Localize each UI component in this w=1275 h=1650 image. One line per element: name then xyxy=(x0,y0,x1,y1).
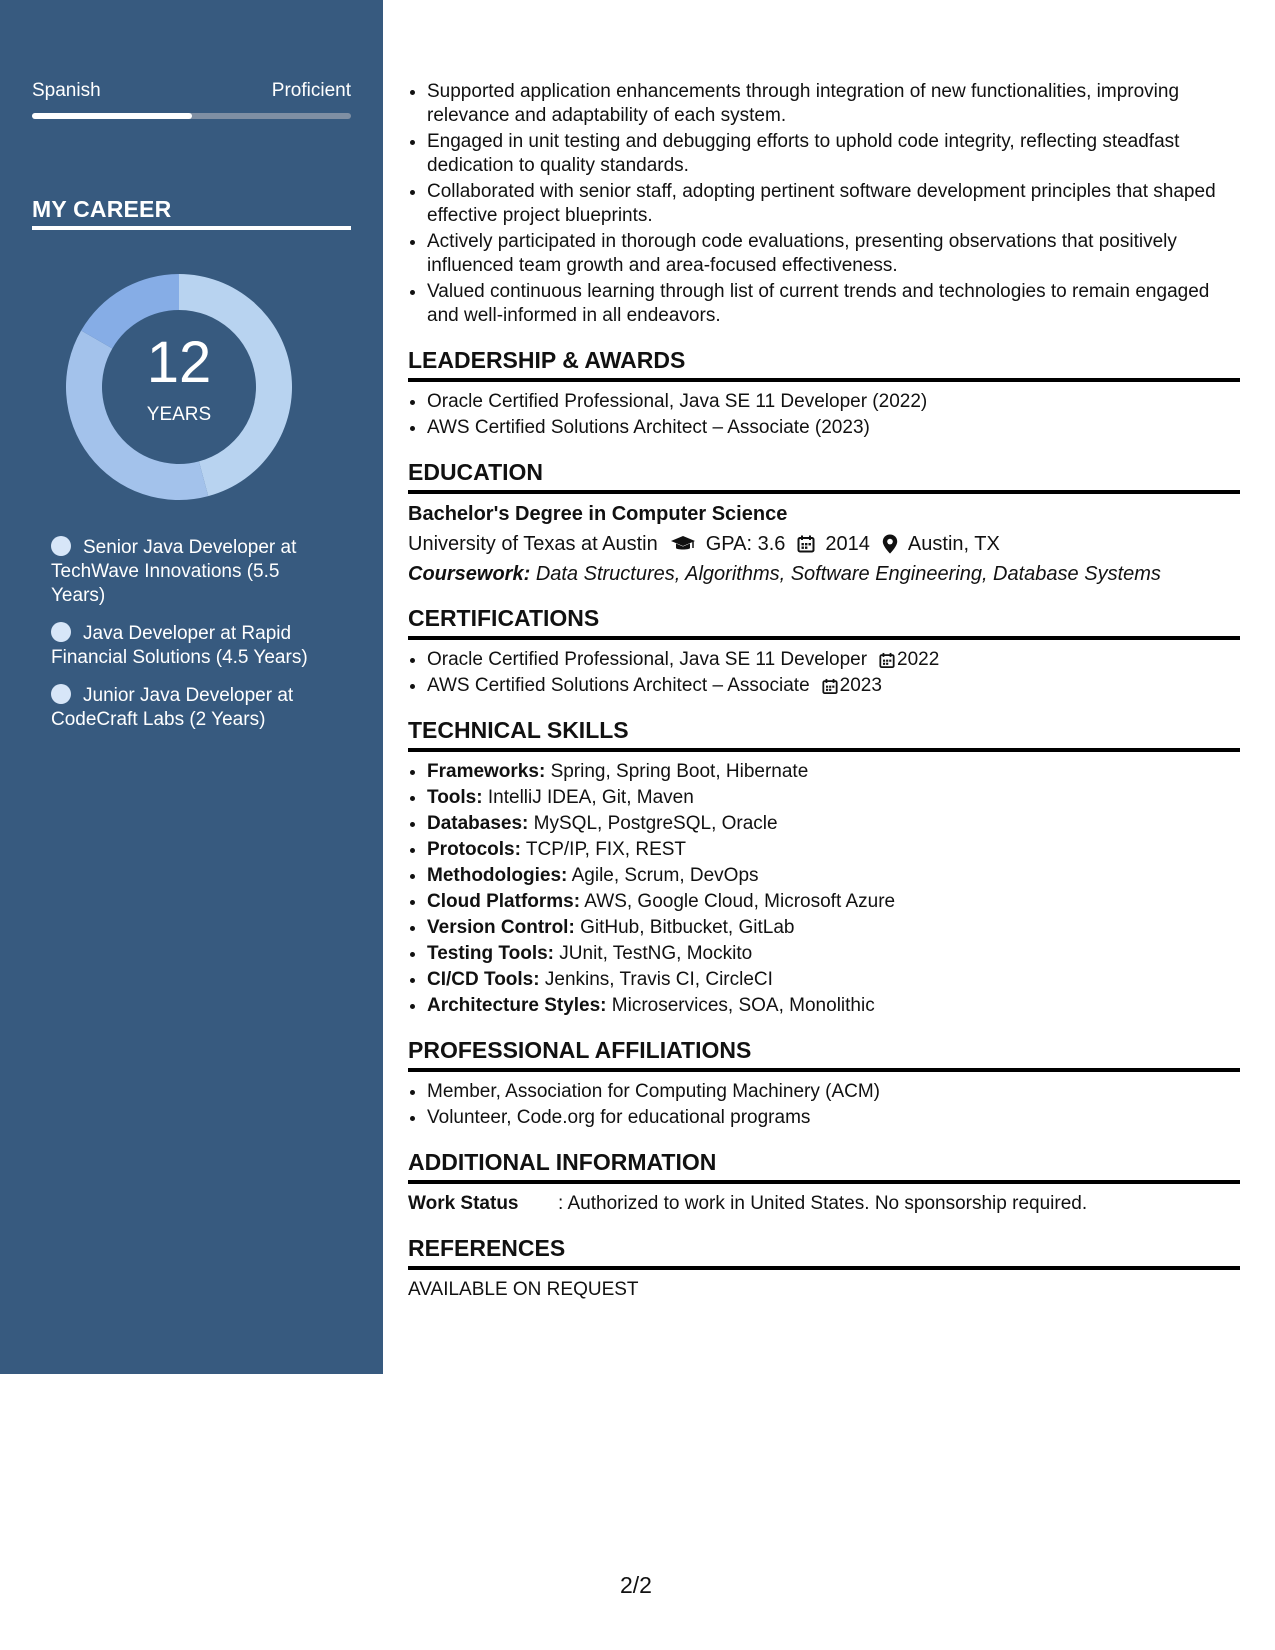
sidebar xyxy=(0,0,383,1374)
skill-item xyxy=(427,864,1240,888)
language-level-bar xyxy=(32,113,351,119)
calendar-icon xyxy=(879,652,895,669)
affiliations-title: PROFESSIONAL AFFILIATIONS xyxy=(408,1038,1240,1072)
certifications-list xyxy=(408,648,1240,698)
experience-bullet: • Engaged in unit testing and debugging efforts to uphold code integrity, reflecting steadfast dedication to quality standards. xyxy=(427,130,1240,178)
career-years-number: 12 xyxy=(146,330,212,395)
skill-label: Databases: xyxy=(427,813,529,834)
skill-value: Microservices, SOA, Monolithic xyxy=(611,995,875,1016)
skill-label: Architecture Styles: xyxy=(427,995,607,1016)
page-number: 2/2 xyxy=(620,1572,652,1598)
work-status-label: Work Status xyxy=(408,1193,519,1214)
bullet-dot-icon xyxy=(51,684,71,704)
career-item: Java Developer at Rapid Financial Solutions (4.5 Years) xyxy=(51,623,308,668)
skill-label: Methodologies: xyxy=(427,865,568,886)
career-years-label: YEARS xyxy=(146,404,212,425)
education-details xyxy=(408,532,1240,556)
skill-value: TCP/IP, FIX, REST xyxy=(525,839,687,860)
skill-item xyxy=(427,812,1240,836)
skills-title: TECHNICAL SKILLS xyxy=(408,718,1240,752)
experience-bullet: • Collaborated with senior staff, adopting pertinent software development principles that shaped effective project blueprints. xyxy=(427,180,1240,228)
experience-bullet: • Supported application enhancements through integration of new functionalities, improving relevance and adaptability of each system. xyxy=(427,80,1240,128)
skill-label: Frameworks: xyxy=(427,761,546,782)
skill-item xyxy=(427,838,1240,862)
education-title: EDUCATION xyxy=(408,460,1240,494)
skill-item xyxy=(427,942,1240,966)
experience-bullet: • Actively participated in thorough code evaluations, presenting observations that positively influenced team growth and area-focused effectiveness. xyxy=(427,230,1240,278)
education-year: 2014 xyxy=(825,533,870,555)
affiliation-item: • Member, Association for Computing Machinery (ACM) xyxy=(427,1080,1240,1104)
experience-bullets xyxy=(408,80,1240,328)
leadership-title: LEADERSHIP & AWARDS xyxy=(408,348,1240,382)
skill-value: Jenkins, Travis CI, CircleCI xyxy=(544,969,773,990)
leadership-list xyxy=(408,390,1240,440)
certification-item xyxy=(427,648,1240,672)
language-level-fill xyxy=(32,113,192,119)
calendar-icon xyxy=(822,678,838,695)
skill-label: CI/CD Tools: xyxy=(427,969,540,990)
education-coursework xyxy=(408,562,1240,586)
skill-item xyxy=(427,968,1240,992)
skill-label: Protocols: xyxy=(427,839,521,860)
skill-label: Tools: xyxy=(427,787,483,808)
leadership-item: • Oracle Certified Professional, Java SE 11 Developer (2022) xyxy=(427,390,1240,414)
skill-label: Cloud Platforms: xyxy=(427,891,581,912)
skill-value: MySQL, PostgreSQL, Oracle xyxy=(533,813,778,834)
skill-value: JUnit, TestNG, Mockito xyxy=(559,943,753,964)
language-level: Proficient xyxy=(271,80,351,101)
certifications-title: CERTIFICATIONS xyxy=(408,606,1240,640)
references-text: AVAILABLE ON REQUEST xyxy=(408,1279,639,1300)
career-list xyxy=(51,536,321,746)
skill-item xyxy=(427,760,1240,784)
skill-label: Version Control: xyxy=(427,917,575,938)
work-status-value: : Authorized to work in United States. No sponsorship required. xyxy=(558,1193,1088,1214)
certification-year: 2023 xyxy=(839,675,882,696)
skills-list xyxy=(408,760,1240,1018)
coursework-value: Data Structures, Algorithms, Software Engineering, Database Systems xyxy=(535,563,1161,585)
main-content xyxy=(408,80,1240,1302)
additional-info-title: ADDITIONAL INFORMATION xyxy=(408,1150,1240,1184)
skill-item xyxy=(427,994,1240,1018)
references-title: REFERENCES xyxy=(408,1236,1240,1270)
education-school: University of Texas at Austin xyxy=(408,533,658,555)
affiliation-item: • Volunteer, Code.org for educational programs xyxy=(427,1106,1240,1130)
experience-bullet: • Valued continuous learning through list of current trends and technologies to remain engaged and well-informed in all endeavors. xyxy=(427,280,1240,328)
career-item: Senior Java Developer at TechWave Innovations (5.5 Years) xyxy=(51,537,297,606)
education-location: Austin, TX xyxy=(907,533,1000,555)
skill-value: GitHub, Bitbucket, GitLab xyxy=(580,917,795,938)
skill-item xyxy=(427,786,1240,810)
language-name: Spanish xyxy=(32,80,101,101)
affiliations-list xyxy=(408,1080,1240,1130)
career-item: Junior Java Developer at CodeCraft Labs (2 Years) xyxy=(51,685,294,730)
location-pin-icon xyxy=(882,534,898,554)
bullet-dot-icon xyxy=(51,536,71,556)
career-divider xyxy=(32,226,351,230)
bullet-dot-icon xyxy=(51,622,71,642)
leadership-item: • AWS Certified Solutions Architect – Associate (2023) xyxy=(427,416,1240,440)
language-row xyxy=(32,80,351,102)
skill-item xyxy=(427,890,1240,914)
certification-item xyxy=(427,674,1240,698)
skill-value: IntelliJ IDEA, Git, Maven xyxy=(487,787,694,808)
work-status-row xyxy=(408,1192,1240,1216)
certification-name: • AWS Certified Solutions Architect – Associate xyxy=(427,675,810,696)
education-gpa: GPA: 3.6 xyxy=(705,533,786,555)
skill-value: Spring, Spring Boot, Hibernate xyxy=(550,761,809,782)
skill-value: Agile, Scrum, DevOps xyxy=(571,865,759,886)
coursework-label: Coursework: xyxy=(408,563,531,585)
graduation-cap-icon xyxy=(670,535,696,553)
skill-item xyxy=(427,916,1240,940)
career-years-donut xyxy=(66,274,292,500)
skill-label: Testing Tools: xyxy=(427,943,555,964)
certification-year: 2022 xyxy=(897,649,940,670)
certification-name: • Oracle Certified Professional, Java SE 11 Developer xyxy=(427,649,868,670)
skill-value: AWS, Google Cloud, Microsoft Azure xyxy=(584,891,896,912)
education-degree: Bachelor's Degree in Computer Science xyxy=(408,503,788,525)
career-title: MY CAREER xyxy=(32,196,172,222)
calendar-icon xyxy=(797,535,815,553)
